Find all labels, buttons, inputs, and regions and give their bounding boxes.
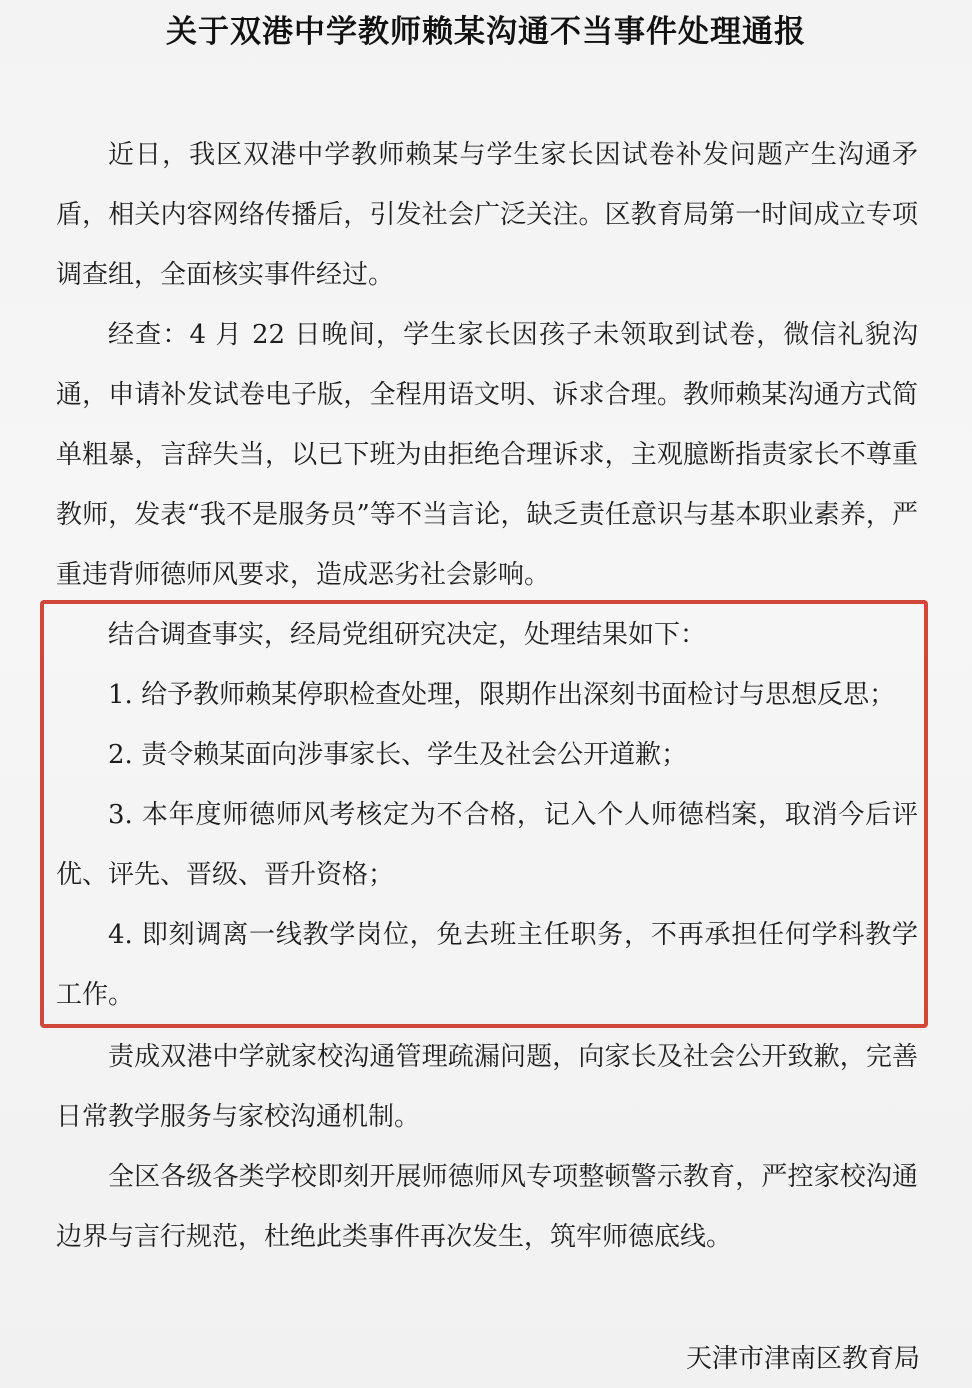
- decision-item-2: 2. 责令赖某面向涉事家长、学生及社会公开道歉；: [108, 740, 688, 770]
- decision-item-1: 1. 给予教师赖某停职检查处理，限期作出深刻书面检讨与思想反思；: [108, 680, 896, 710]
- notice-title: 关于双港中学教师赖某沟通不当事件处理通报: [166, 14, 806, 50]
- school-rectification-paragraph: 责成双港中学就家校沟通管理疏漏问题，向家长及社会公开致歉，完善日常教学服务与家校沟通机制。: [56, 1042, 918, 1132]
- issuer-signature: 天津市津南区教育局: [685, 1344, 920, 1374]
- decision-intro: 结合调查事实，经局党组研究决定，处理结果如下：: [108, 620, 707, 650]
- decision-item-3: 3. 本年度师德师风考核定为不合格，记入个人师德档案，取消今后评优、评先、晋级、晋升资格；: [56, 800, 918, 890]
- intro-paragraph: 近日，我区双港中学教师赖某与学生家长因试卷补发问题产生沟通矛盾，相关内容网络传播后，引发社会广泛关注。区教育局第一时间成立专项调查组，全面核实事件经过。: [56, 140, 918, 290]
- findings-paragraph: 经查：4 月 22 日晚间，学生家长因孩子未领取到试卷，微信礼貌沟通，申请补发试卷电子版，全程用语文明、诉求合理。教师赖某沟通方式简单粗暴，言辞失当，以已下班为由拒绝合理诉求，主观臆断指责家长不尊重教师，发表“我不是服务员”等不当言论，缺乏责任意识与基本职业素养，严重违背师德师风要求，造成恶劣社会影响。: [56, 320, 918, 590]
- district-rectification-paragraph: 全区各级各类学校即刻开展师德师风专项整顿警示教育，严控家校沟通边界与言行规范，杜绝此类事件再次发生，筑牢师德底线。: [56, 1162, 918, 1252]
- decision-item-4: 4. 即刻调离一线教学岗位，免去班主任职务，不再承担任何学科教学工作。: [56, 920, 918, 1010]
